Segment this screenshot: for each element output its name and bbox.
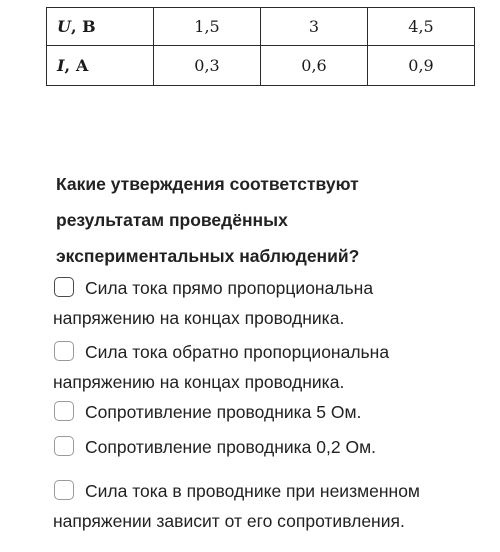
current-symbol: I [57,56,65,75]
voltage-symbol: U [57,17,71,36]
row-header-current [47,46,154,86]
table-cell: 0,6 [261,46,368,86]
question-line: результатам проведённых [56,210,288,230]
voltage-unit: , В [70,17,96,36]
checkbox[interactable] [54,401,74,421]
option-text: Сила тока прямо пропорциональна [85,278,374,298]
table-cell: 1,5 [154,8,261,46]
table-cell: 0,9 [368,46,475,86]
option-line [53,337,493,367]
table-cell: 0,3 [154,46,261,86]
question-line: Какие утверждения соответствуют [56,174,359,194]
option-line [53,432,493,462]
row-header-voltage [47,8,154,46]
checkbox[interactable] [54,277,74,297]
answer-option-5[interactable] [53,476,493,536]
option-text: Сопротивление проводника 0,2 Ом. [85,437,376,457]
option-text: Сила тока обратно пропорциональна [85,342,390,362]
option-text: Сопротивление проводника 5 Ом. [85,402,362,422]
checkbox[interactable] [54,341,74,361]
answer-option-4[interactable] [53,432,493,462]
checkbox[interactable] [54,436,74,456]
current-unit: , А [64,56,89,75]
answer-option-3[interactable] [53,397,493,427]
option-line: напряжению на концах проводника. [53,372,345,392]
option-line [53,397,493,427]
table-cell: 4,5 [368,8,475,46]
option-line: напряжению на концах проводника. [53,308,345,328]
option-text: Сила тока в проводнике при неизменном [85,481,420,501]
option-line [53,476,493,506]
answer-option-1[interactable] [53,273,493,333]
option-line [53,273,493,303]
checkbox[interactable] [54,480,74,500]
table-cell: 3 [261,8,368,46]
answer-option-2[interactable] [53,337,493,397]
table-row-voltage [47,8,475,46]
option-line: напряжении зависит от его сопротивления. [53,511,405,531]
question-line: экспериментальных наблюдений? [56,246,360,266]
table-row-current [47,46,475,86]
measurement-table [46,7,475,86]
question-text [56,166,476,274]
